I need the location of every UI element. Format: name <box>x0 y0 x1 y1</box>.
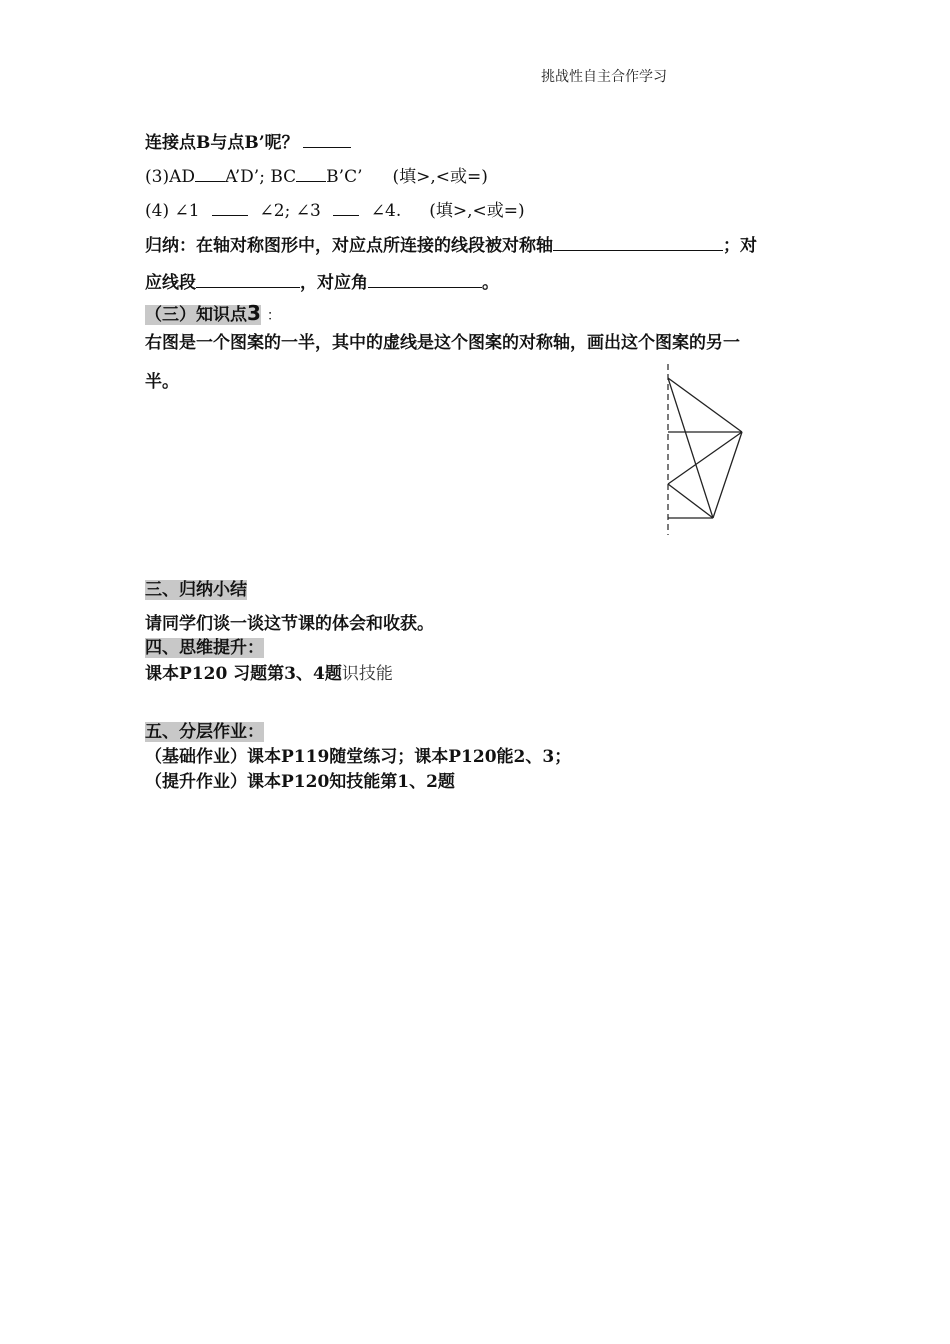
summary-text: 。 <box>482 273 499 293</box>
answer-blank[interactable] <box>212 200 248 216</box>
section-3-text: 请同学们谈一谈这节课的体会和收获。 <box>145 614 434 634</box>
section-5-advanced: （提升作业）课本P120知技能第1、2题 <box>145 772 455 792</box>
knowledge-point-3-text: 右图是一个图案的一半，其中的虚线是这个图案的对称轴，画出这个图案的另一 <box>145 333 740 353</box>
section-4-title: 四、思维提升： <box>145 638 264 658</box>
q3-hint: (填>,<或=) <box>392 167 488 187</box>
answer-blank[interactable] <box>553 235 723 251</box>
section-3-title: 三、归纳小结 <box>145 580 247 600</box>
summary-text: 归纳：在轴对称图形中，对应点所连接的线段被对称轴 <box>145 236 553 256</box>
half-figure <box>668 378 742 518</box>
q4-part-a: (4) ∠1 <box>145 201 200 221</box>
q4-part-b: ∠2; ∠3 <box>259 201 321 221</box>
knowledge-point-3-label: （三）知识点3 <box>145 301 261 325</box>
q4-hint: (填>,<或=) <box>429 201 525 221</box>
answer-blank[interactable] <box>296 166 326 182</box>
page-header: 挑战性自主合作学习 <box>541 69 667 85</box>
q4-part-c: ∠4. <box>370 201 402 221</box>
answer-blank[interactable] <box>196 272 300 288</box>
section-4-assignment: 课本P120 习题第3、4题 <box>145 664 342 684</box>
knowledge-point-3-heading <box>145 300 281 325</box>
section-4-tail: 识技能 <box>341 664 393 684</box>
summary-text: ，对应角 <box>300 273 368 293</box>
question-connect-text: 连接点B与点B’呢？ <box>145 133 299 153</box>
section-4-text <box>145 659 393 684</box>
symmetry-figure <box>655 360 755 540</box>
answer-blank[interactable] <box>333 200 359 216</box>
summary-line-2 <box>145 268 499 293</box>
answer-blank[interactable] <box>195 166 225 182</box>
knowledge-point-3-colon: ： <box>266 308 281 324</box>
answer-blank[interactable] <box>368 272 482 288</box>
summary-line-1 <box>145 231 757 256</box>
section-5-basic: （基础作业）课本P119随堂练习；课本P120能2、3； <box>145 747 572 767</box>
question-4 <box>145 196 525 221</box>
knowledge-point-3-text-cont: 半。 <box>145 372 179 392</box>
summary-text: 应线段 <box>145 273 196 293</box>
answer-blank[interactable] <box>303 132 351 148</box>
question-connect-b <box>145 128 351 153</box>
q3-part-c: B’C’ <box>326 167 363 187</box>
section-5-title: 五、分层作业： <box>145 722 264 742</box>
q3-part-b: A’D’; BC <box>225 167 297 187</box>
q3-part-a: (3)AD <box>145 167 195 187</box>
summary-text-tail: ；对 <box>723 236 757 256</box>
question-3 <box>145 162 488 187</box>
